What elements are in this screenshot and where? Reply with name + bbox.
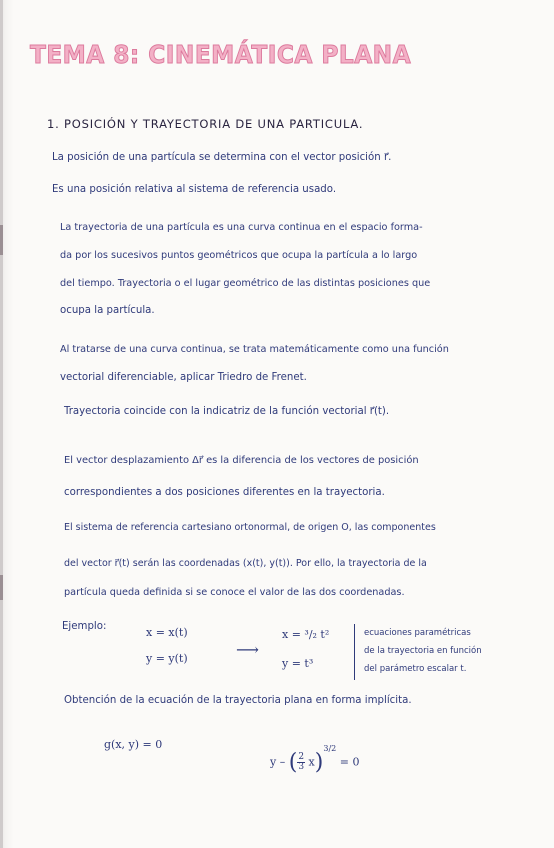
note-line: Al tratarse de una curva continua, se trata matemáticamente como una función — [60, 344, 449, 355]
note-line: ocupa la partícula. — [60, 305, 155, 316]
right-paren: ) — [314, 750, 324, 775]
note-line: El sistema de referencia cartesiano ortonormal, de origen O, las componentes — [64, 522, 436, 533]
note-line: La trayectoria de una partícula es una curva continua en el espacio forma- — [60, 222, 423, 233]
example-label: Ejemplo: — [62, 621, 107, 632]
left-paren: ( — [288, 750, 298, 775]
page-edge-mark — [0, 575, 3, 600]
note-line: La posición de una partícula se determina con el vector posición r⃗. — [52, 152, 392, 163]
fraction-numerator: 2 — [298, 752, 305, 762]
page-edge-mark — [0, 225, 3, 255]
implicit-equation — [270, 743, 360, 775]
note-line: partícula queda definida si se conoce el valor de las dos coordenadas. — [64, 587, 405, 598]
fraction — [297, 753, 305, 772]
note-line: correspondientes a dos posiciones diferentes en la trayectoria. — [64, 487, 385, 498]
implicit-rhs: = 0 — [339, 755, 360, 769]
note-line: del tiempo. Trayectoria o el lugar geométrico de las distintas posiciones que — [60, 278, 431, 289]
implicit-general-equation: g(x, y) = 0 — [104, 738, 163, 751]
implicit-exponent: 3/2 — [323, 743, 337, 753]
bracket-divider — [354, 624, 361, 680]
equation-y-generic: y = y(t) — [146, 652, 188, 665]
example-note-line: ecuaciones paramétricas — [364, 628, 471, 638]
example-note-line: de la trayectoria en función — [364, 646, 482, 656]
page-edge — [0, 0, 3, 848]
equation-x-generic: x = x(t) — [146, 626, 188, 639]
implicit-variable: x — [308, 755, 315, 769]
implicit-lhs: y – — [270, 755, 286, 769]
note-line: del vector r⃗(t) serán las coordenadas (x(t), y(t)). Por ello, la trayectoria de la — [64, 558, 427, 569]
section-heading: 1. POSICIÓN Y TRAYECTORIA DE UNA PARTICULA. — [47, 117, 364, 131]
implicit-intro: Obtención de la ecuación de la trayectoria plana en forma implícita. — [64, 695, 412, 706]
fraction-denominator: 3 — [298, 762, 305, 772]
note-line: Es una posición relativa al sistema de referencia usado. — [52, 184, 337, 195]
note-line: vectorial diferenciable, aplicar Triedro de Frenet. — [60, 372, 307, 383]
note-line: Trayectoria coincide con la indicatriz de la función vectorial r⃗(t). — [64, 406, 390, 417]
equation-x-param: x = ³/₂ t² — [282, 628, 330, 641]
arrow-icon: ⟶ — [236, 640, 259, 659]
note-line: El vector desplazamiento Δr⃗ es la diferencia de los vectores de posición — [64, 455, 419, 466]
page-title: TEMA 8: CINEMÁTICA PLANA — [30, 40, 412, 69]
equation-y-param: y = t³ — [282, 657, 314, 670]
example-note-line: del parámetro escalar t. — [364, 664, 467, 674]
note-line: da por los sucesivos puntos geométricos que ocupa la partícula a lo largo — [60, 250, 418, 261]
